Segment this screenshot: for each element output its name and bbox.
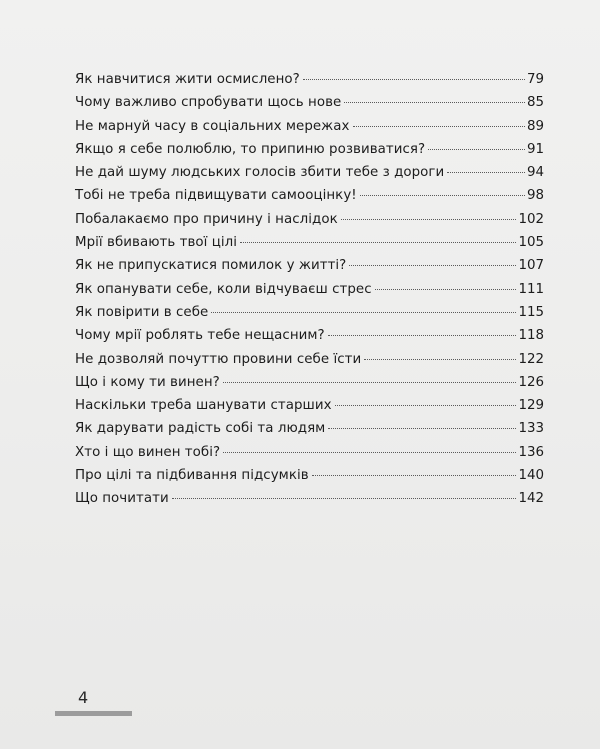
dot-leader: [349, 265, 516, 266]
dot-leader: [328, 335, 517, 336]
dot-leader: [360, 195, 525, 196]
toc-entry: [75, 91, 544, 114]
toc-entry-page: 85: [526, 95, 544, 111]
toc-entry: [75, 487, 544, 510]
toc-entry-title: Мрії вбивають твої цілі: [75, 235, 238, 251]
toc-entry-page: 105: [518, 235, 544, 251]
toc-entry-page: 79: [526, 72, 544, 87]
toc-entry-title: Побалакаємо про причину і наслідок: [75, 211, 338, 227]
dot-leader: [303, 79, 525, 80]
toc-entry-page: 91: [526, 141, 544, 157]
toc-entry-title: Про цілі та підбивання підсумків: [75, 468, 309, 484]
dot-leader: [353, 126, 525, 127]
toc-entry-title: Наскільки треба шанувати старших: [75, 398, 332, 414]
toc-entry: [75, 138, 544, 161]
toc-entry-title: Як навчитися жити осмислено?: [75, 72, 300, 87]
toc-entry: [75, 441, 544, 464]
toc-entry-title: Тобі не треба підвищувати самооцінку!: [75, 188, 357, 204]
table-of-contents: [75, 68, 544, 511]
dot-leader: [335, 405, 517, 406]
toc-entry: [75, 161, 544, 184]
dot-leader: [341, 219, 517, 220]
toc-entry-page: 94: [526, 165, 544, 181]
toc-entry-page: 111: [518, 281, 544, 297]
toc-entry-title: Як не припускатися помилок у житті?: [75, 258, 347, 274]
toc-entry-page: 107: [518, 258, 544, 274]
page-number-rule: [55, 711, 132, 716]
toc-entry-title: Як повірити в себе: [75, 304, 209, 320]
dot-leader: [328, 428, 516, 429]
toc-entry-page: 102: [518, 211, 544, 227]
toc-entry-title: Не дай шуму людських голосів збити тебе з дороги: [75, 165, 445, 181]
toc-entry-title: Як дарувати радість собі та людям: [75, 421, 326, 437]
dot-leader: [447, 172, 525, 173]
toc-entry-title: Чому мрії роблять тебе нещасним?: [75, 328, 325, 344]
dot-leader: [364, 359, 516, 360]
toc-entry: [75, 417, 544, 440]
toc-entry: [75, 464, 544, 487]
toc-entry-page: 118: [518, 328, 544, 344]
toc-entry-title: Не дозволяй почуттю провини себе їсти: [75, 351, 362, 367]
toc-entry-title: Не марнуй часу в соціальних мережах: [75, 118, 350, 134]
toc-entry: [75, 68, 544, 91]
dot-leader: [344, 102, 525, 103]
dot-leader: [223, 452, 516, 453]
toc-entry: [75, 394, 544, 417]
toc-entry-page: 98: [526, 188, 544, 204]
toc-entry-page: 129: [518, 398, 544, 414]
toc-entry: [75, 115, 544, 138]
toc-entry: [75, 324, 544, 347]
dot-leader: [428, 149, 525, 150]
toc-entry: [75, 231, 544, 254]
dot-leader: [312, 475, 517, 476]
dot-leader: [172, 498, 517, 499]
toc-entry: [75, 254, 544, 277]
toc-entry-page: 126: [518, 374, 544, 390]
toc-entry: [75, 278, 544, 301]
dot-leader: [223, 382, 517, 383]
toc-entry-title: Що почитати: [75, 491, 169, 507]
dot-leader: [211, 312, 516, 313]
toc-entry: [75, 348, 544, 371]
page-number: 4: [78, 688, 89, 707]
toc-entry: [75, 184, 544, 207]
toc-entry: [75, 301, 544, 324]
toc-entry-page: 140: [518, 468, 544, 484]
dot-leader: [240, 242, 516, 243]
toc-entry-page: 136: [518, 444, 544, 460]
toc-entry: [75, 371, 544, 394]
dot-leader: [375, 289, 517, 290]
toc-entry-title: Що і кому ти винен?: [75, 374, 220, 390]
toc-entry-title: Хто і що винен тобі?: [75, 444, 221, 460]
toc-entry: [75, 208, 544, 231]
toc-entry-title: Чому важливо спробувати щось нове: [75, 95, 342, 111]
toc-entry-page: 115: [518, 304, 544, 320]
toc-entry-title: Якщо я себе полюблю, то припиню розвиватися?: [75, 141, 426, 157]
toc-entry-page: 142: [518, 491, 544, 507]
toc-entry-page: 122: [518, 351, 544, 367]
toc-entry-page: 89: [526, 118, 544, 134]
toc-entry-title: Як опанувати себе, коли відчуваєш стрес: [75, 281, 372, 297]
toc-entry-page: 133: [518, 421, 544, 437]
